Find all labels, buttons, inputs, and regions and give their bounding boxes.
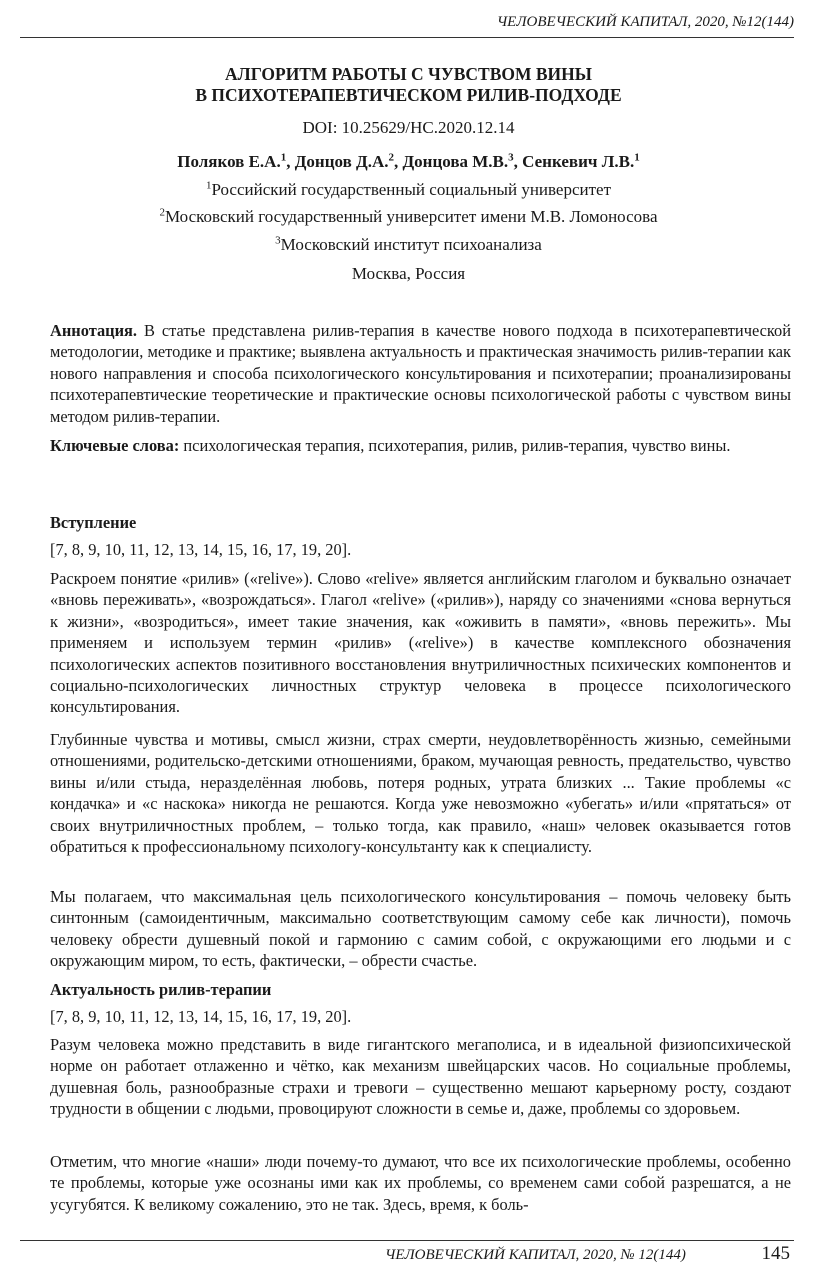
location: Москва, Россия: [351, 264, 466, 283]
paragraph: Глубинные чувства и мотивы, смысл жизни, страх смерти, неудовлетворённость жизнью, семейными отношениями, родительско-детскими отношениями, браком, мучающая ревность, предательство, чувство вины и/или стыда, неразделённая любовь, потеря родных, утрата близких ... Такие проблемы «с кондачка» и «с наскока» никогда не решаются. Когда уже невозможно «убегать» и/или «прятаться» от своих внутриличностных проблем, – только тогда, как правило, «наш» человек оказывается готов обратиться к профессиональному психологу-консультанту как к специалисту.: [50, 730, 791, 857]
article-title: [0, 64, 817, 106]
article-title-line-1: АЛГОРИТМ РАБОТЫ С ЧУВСТВОМ ВИНЫ: [225, 64, 592, 84]
affiliation: $^1$Российский государственный социальный университет: [205, 179, 612, 199]
paragraph: Разум человека можно представить в виде гигантского мегаполиса, и в идеальной физиопсихической норме он работает отлаженно и чётко, как механизм швейцарских часов. Но социальные проблемы, душевная боль, разнообразные страхи и тревоги – существенно мешают карьерному росту, создают трудности в общении с людьми, провоцируют сложности в семье и, даже, проблемы со здоровьем.: [50, 1035, 791, 1119]
affiliation: $^2$Московский государственный университет имени М.В. Ломоносова: [159, 206, 658, 226]
author: Сенкевич Л.В.$^1$: [522, 151, 640, 171]
running-footer-journal: ЧЕЛОВЕЧЕСКИЙ КАПИТАЛ, 2020, № 12(144): [385, 1247, 686, 1263]
paragraph: Отметим, что многие «наши» люди почему-то думают, что все их психологические проблемы, особенно те проблемы, которые уже осознаны ими как их проблемы, со временем сами собой разрешатся, а не усугубятся. К великому сожалению, это не так. Здесь, время, к боль-: [50, 1152, 791, 1214]
running-header-journal: ЧЕЛОВЕЧЕСКИЙ КАПИТАЛ, 2020, №12(144): [496, 14, 794, 30]
reference-list: [7, 8, 9, 10, 11, 12, 13, 14, 15, 16, 17, 19, 20].: [50, 1007, 352, 1026]
keywords: [50, 435, 791, 456]
author: Донцова М.В.$^3$,: [402, 151, 523, 171]
keywords-label: Ключевые слова:: [50, 436, 180, 455]
keywords-text: психологическая терапия, психотерапия, рилив, рилив-терапия, чувство вины.: [179, 436, 731, 455]
abstract: [50, 320, 791, 427]
author: Донцов Д.А.$^2$,: [294, 151, 403, 171]
section-heading-relevance: Актуальность рилив-терапии: [50, 980, 272, 999]
page-number: 145: [761, 1243, 790, 1264]
author-list: [0, 152, 817, 172]
section-heading-intro: Вступление: [50, 513, 137, 532]
paragraph: Мы полагаем, что максимальная цель психологического консультирования – помочь человеку быть синтонным (самоидентичным, максимально соответствующим самому себе как личности), помочь человеку обрести душевный покой и гармонию с самим собой, с окружающими его людьми и с окружающим миром, то есть, фактически, – обрести счастье.: [50, 887, 791, 971]
doi: DOI: 10.25629/HC.2020.12.14: [302, 118, 515, 137]
running-footer: [20, 1240, 794, 1271]
running-header: [20, 14, 794, 38]
reference-list: [7, 8, 9, 10, 11, 12, 13, 14, 15, 16, 17, 19, 20].: [50, 540, 352, 559]
paragraph: Раскроем понятие «рилив» («relive»). Слово «relive» является английским глаголом и буквально означает «вновь переживать», «возрождаться». Глагол «relive» («рилив»), наряду со значениями «снова вернуться к жизни», «возродиться», имеет такие значения, как «оживить в памяти», «вновь пережить». Мы применяем и используем термин «рилив» («relive») в качестве комплексного обозначения психологических аспектов позитивного восстановления внутриличностных психических компонентов и социально-психологических личностных структур человека в процессе психологического консультирования.: [50, 569, 791, 717]
author: Поляков Е.А.$^1$,: [177, 151, 295, 171]
affiliation: $^3$Московский институт психоанализа: [275, 234, 542, 254]
abstract-text: В статье представлена рилив-терапия в качестве нового подхода в психотерапевтической методологии, методике и практике; выявлена актуальность и практическая значимость рилив-терапии как нового направления и способа психологического консультирования и психотерапии; проанализированы психотерапевтические теоретические и практические основы психологической работы с чувством вины методом рилив-терапии.: [50, 321, 791, 426]
abstract-label: Аннотация.: [50, 321, 138, 340]
article-title-line-2: В ПСИХОТЕРАПЕВТИЧЕСКОМ РИЛИВ-ПОДХОДЕ: [195, 85, 622, 105]
